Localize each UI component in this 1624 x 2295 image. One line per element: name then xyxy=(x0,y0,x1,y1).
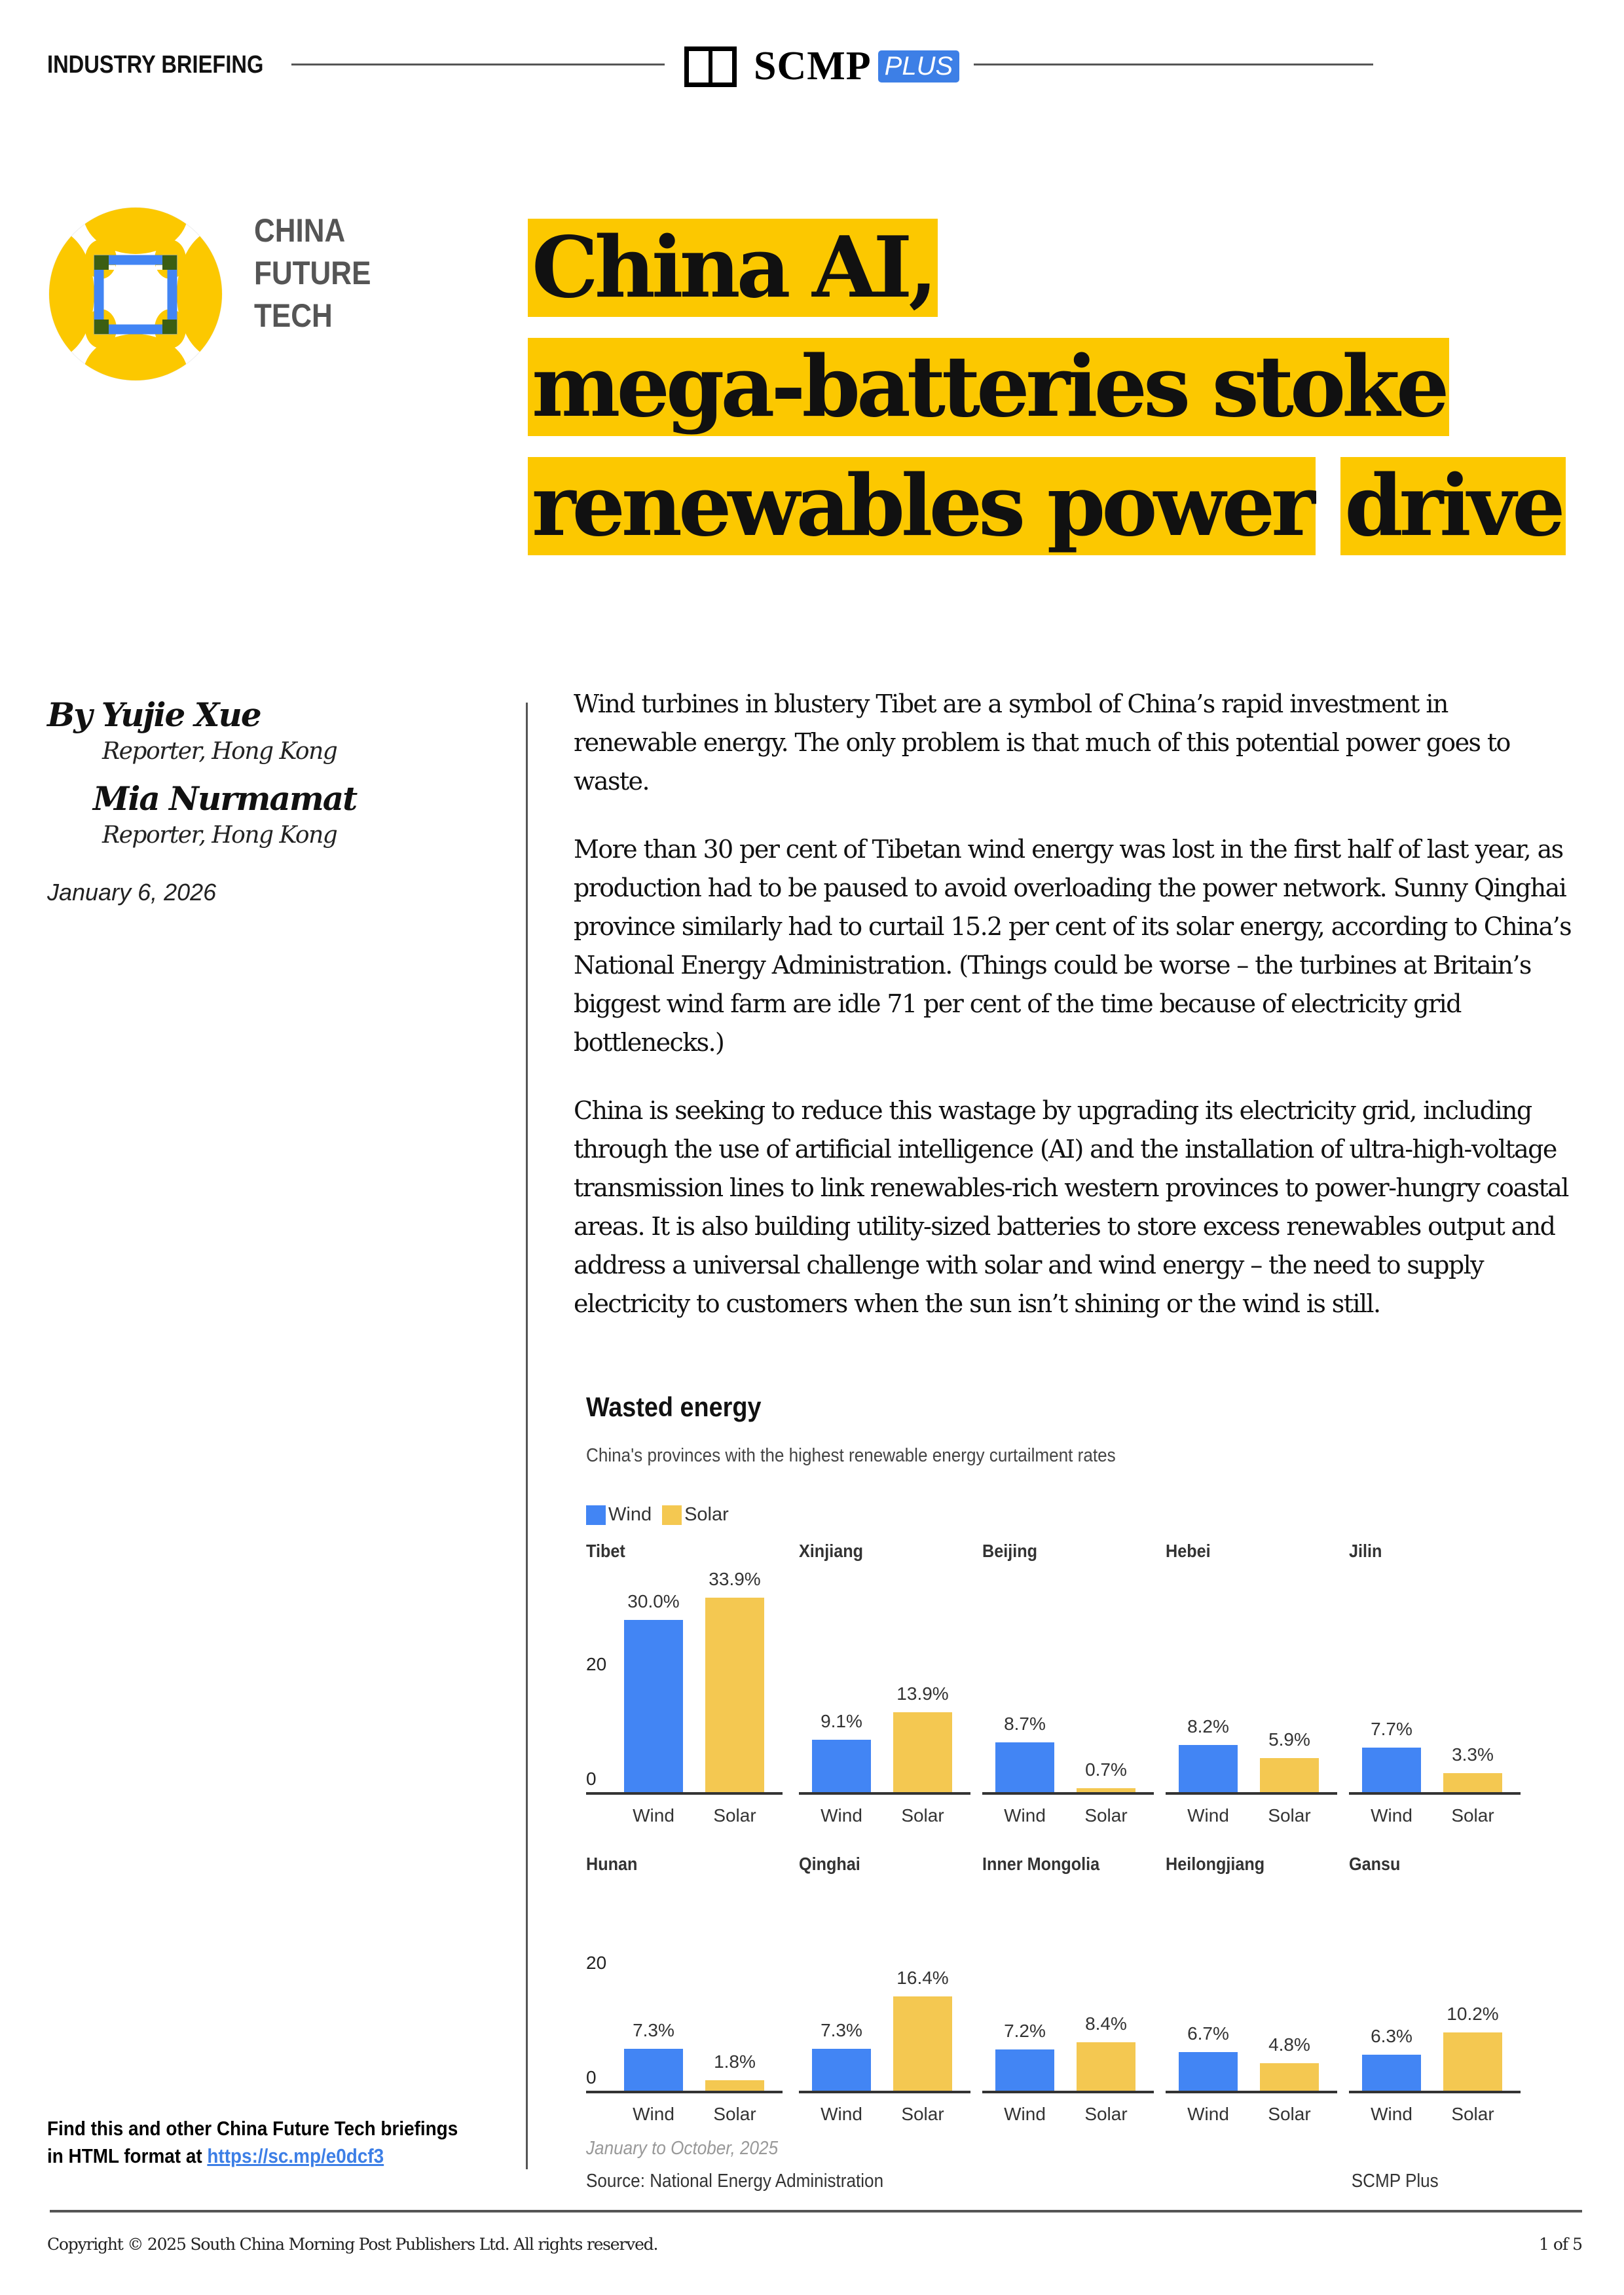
panel-title: Qinghai xyxy=(799,1854,860,1874)
headline-line: China AI, xyxy=(528,219,938,317)
panel-title: Tibet xyxy=(586,1541,625,1561)
x-category-label: Wind xyxy=(1187,2104,1229,2124)
solar-bar xyxy=(705,1598,764,1792)
wasted-energy-chart xyxy=(586,1391,1516,2203)
legend-label: Solar xyxy=(684,1504,729,1525)
chart-panel xyxy=(982,1854,1154,2155)
page-number: 1 of 5 xyxy=(1538,2235,1582,2254)
wordmark-line: FUTURE xyxy=(254,255,371,291)
chart-note: January to October, 2025 xyxy=(586,2138,779,2159)
panel-title: Inner Mongolia xyxy=(982,1854,1100,1874)
chart-credit: SCMP Plus xyxy=(1352,2171,1439,2192)
chart-title: Wasted energy xyxy=(586,1391,762,1422)
x-axis-line xyxy=(1349,1792,1521,1795)
x-category-label: Wind xyxy=(633,2104,674,2124)
x-axis-line xyxy=(1166,2091,1337,2093)
bar-value-label: 7.7% xyxy=(1371,1719,1412,1740)
article-paragraph: China is seeking to reduce this wastage by upgrading its electricity grid, including through the use of artificial intelligence (AI) and the installation of ultra-high-voltage transmission lines to link renewables-rich western provinces to power-hungry coastal areas. It is also building utility-sized batteries to store excess renewables output and address a universal challenge with solar and wind energy – the need to supply electricity to customers when the sun isn’t shining or the wind is still. xyxy=(574,1096,1568,1318)
y-tick-label: 0 xyxy=(586,2067,597,2087)
scmp-logo-icon xyxy=(684,46,737,87)
publish-date: January 6, 2026 xyxy=(47,879,217,906)
bar-value-label: 30.0% xyxy=(627,1590,680,1611)
solar-bar xyxy=(1260,2063,1319,2091)
x-category-label: Wind xyxy=(1004,1805,1046,1826)
x-axis-line xyxy=(1166,1792,1337,1795)
wind-bar xyxy=(812,1740,871,1792)
x-category-label: Wind xyxy=(821,1805,862,1826)
x-category-label: Solar xyxy=(1084,1805,1128,1826)
copyright: Copyright © 2025 South China Morning Post Publishers Ltd. All rights reserved. xyxy=(47,2235,658,2254)
china-future-tech-wordmark xyxy=(254,210,371,337)
x-category-label: Solar xyxy=(1451,1805,1494,1826)
panel-title: Jilin xyxy=(1349,1541,1382,1561)
author-role: Reporter, Hong Kong xyxy=(102,822,337,849)
wind-bar xyxy=(995,1742,1054,1792)
author-role: Reporter, Hong Kong xyxy=(102,738,337,765)
wind-bar xyxy=(812,2049,871,2091)
bar-value-label: 6.7% xyxy=(1187,2023,1229,2044)
x-axis-line xyxy=(799,1792,970,1795)
chart-panel xyxy=(1166,1854,1337,2155)
x-category-label: Solar xyxy=(1268,1805,1311,1826)
bar-value-label: 8.4% xyxy=(1085,2013,1127,2034)
find-text: in HTML format at xyxy=(47,2144,208,2167)
bar-value-label: 8.7% xyxy=(1004,1713,1046,1734)
wind-bar xyxy=(624,1620,683,1792)
author-name: Mia Nurmamat xyxy=(93,779,357,818)
solar-bar xyxy=(893,1712,952,1792)
wordmark-line: TECH xyxy=(254,297,333,334)
panel-title: Heilongjiang xyxy=(1166,1854,1265,1874)
panel-title: Gansu xyxy=(1349,1854,1401,1874)
article-body xyxy=(574,685,1576,1353)
bar-value-label: 9.1% xyxy=(821,1711,862,1732)
wordmark-line: CHINA xyxy=(254,212,346,249)
chart-panel xyxy=(1349,1854,1521,2155)
html-briefings-note xyxy=(47,2115,458,2170)
chart-panel xyxy=(1349,1541,1521,1842)
author-name: By Yujie Xue xyxy=(47,695,261,734)
x-axis-line xyxy=(1349,2091,1521,2093)
wind-swatch-icon xyxy=(586,1505,606,1525)
bar-value-label: 7.3% xyxy=(633,2019,674,2040)
bar-value-label: 10.2% xyxy=(1447,2003,1499,2024)
x-category-label: Wind xyxy=(821,2104,862,2124)
wind-bar xyxy=(1362,2055,1421,2091)
bar-value-label: 6.3% xyxy=(1371,2025,1412,2046)
chart-panel xyxy=(982,1541,1154,1842)
section-label: INDUSTRY BRIEFING xyxy=(47,51,264,79)
x-axis-line xyxy=(982,2091,1154,2093)
solar-bar xyxy=(1260,1758,1319,1792)
x-category-label: Wind xyxy=(1371,2104,1412,2124)
bar-value-label: 7.2% xyxy=(1004,2020,1046,2041)
solar-swatch-icon xyxy=(662,1505,682,1525)
bar-value-label: 5.9% xyxy=(1268,1729,1310,1750)
bar-value-label: 8.2% xyxy=(1187,1716,1229,1737)
x-category-label: Wind xyxy=(1187,1805,1229,1826)
chart-legend xyxy=(586,1504,739,1526)
solar-bar xyxy=(1443,2032,1502,2091)
legend-item-solar xyxy=(662,1504,729,1526)
panel-title: Beijing xyxy=(982,1541,1038,1561)
chart-panel xyxy=(586,1541,783,1842)
header-divider-left xyxy=(291,64,665,65)
x-axis-line xyxy=(799,2091,970,2093)
x-category-label: Solar xyxy=(901,2104,944,2124)
solar-bar xyxy=(1077,1788,1135,1792)
x-category-label: Solar xyxy=(713,1805,756,1826)
header-divider-right xyxy=(974,64,1373,65)
legend-item-wind xyxy=(586,1504,652,1526)
find-text: Find this and other China Future Tech briefings xyxy=(47,2117,458,2140)
chart-panel xyxy=(1166,1541,1337,1842)
bar-value-label: 7.3% xyxy=(821,2019,862,2040)
headline-line: mega-batteries stoke xyxy=(528,338,1449,436)
solar-bar xyxy=(1443,1773,1502,1792)
wind-bar xyxy=(1179,1745,1238,1792)
bar-value-label: 4.8% xyxy=(1268,2034,1310,2055)
x-category-label: Wind xyxy=(1371,1805,1412,1826)
x-axis-line xyxy=(586,1792,783,1795)
plus-badge: PLUS xyxy=(878,50,960,83)
panel-title: Hebei xyxy=(1166,1541,1211,1561)
bar-value-label: 3.3% xyxy=(1452,1744,1494,1765)
wind-bar xyxy=(995,2049,1054,2091)
x-category-label: Solar xyxy=(1451,2104,1494,2124)
wind-bar xyxy=(1362,1748,1421,1792)
footer-divider xyxy=(50,2210,1582,2212)
chart-source: Source: National Energy Administration xyxy=(586,2171,884,2192)
x-category-label: Solar xyxy=(1084,2104,1128,2124)
x-category-label: Solar xyxy=(713,2104,756,2124)
y-tick-label: 20 xyxy=(586,1952,607,1973)
x-axis-line xyxy=(982,1792,1154,1795)
chart-panel xyxy=(799,1854,970,2155)
x-category-label: Wind xyxy=(1004,2104,1046,2124)
bar-value-label: 13.9% xyxy=(896,1683,949,1704)
page-title xyxy=(528,208,1615,566)
y-tick-label: 0 xyxy=(586,1769,597,1789)
y-tick-label: 20 xyxy=(586,1653,607,1674)
x-category-label: Solar xyxy=(901,1805,944,1826)
chart-subtitle: China's provinces with the highest renewable energy curtailment rates xyxy=(586,1445,1116,1466)
panel-title: Xinjiang xyxy=(799,1541,864,1561)
chart-panel xyxy=(586,1854,783,2155)
article-paragraph: More than 30 per cent of Tibetan wind energy was lost in the first half of last year, as production had to be paused to avoid overloading the power network. Sunny Qinghai province similarly had to curtail 15.2 per cent of its solar energy, according to China’s National Energy Administration. (Things could be worse – the turbines at Britain’s biggest wind farm are idle 71 per cent of the time because of electricity grid bottlenecks.) xyxy=(574,835,1571,1057)
briefing-link[interactable]: https://sc.mp/e0dcf3 xyxy=(207,2144,384,2167)
bar-value-label: 0.7% xyxy=(1085,1759,1127,1780)
scmp-brand-logo[interactable] xyxy=(684,43,959,90)
brand-name: SCMP xyxy=(754,44,872,88)
legend-label: Wind xyxy=(608,1504,652,1525)
solar-bar xyxy=(1077,2042,1135,2091)
x-axis-line xyxy=(586,2091,783,2093)
solar-bar xyxy=(705,2080,764,2091)
wind-bar xyxy=(624,2049,683,2091)
headline-line: renewables power xyxy=(528,457,1316,555)
chart-panel xyxy=(799,1541,970,1842)
wind-bar xyxy=(1179,2052,1238,2091)
article-paragraph: Wind turbines in blustery Tibet are a symbol of China’s rapid investment in renewable energy. The only problem is that much of this potential power goes to waste. xyxy=(574,689,1510,796)
panel-title: Hunan xyxy=(586,1854,638,1874)
byline xyxy=(47,695,506,906)
solar-bar xyxy=(893,1996,952,2091)
bar-value-label: 33.9% xyxy=(709,1568,761,1589)
china-future-tech-logo-icon xyxy=(48,207,223,381)
column-divider xyxy=(526,703,528,2169)
bar-value-label: 1.8% xyxy=(714,2051,756,2072)
x-category-label: Solar xyxy=(1268,2104,1311,2124)
x-category-label: Wind xyxy=(633,1805,674,1826)
bar-value-label: 16.4% xyxy=(896,1968,949,1989)
headline-line: drive xyxy=(1340,457,1565,555)
